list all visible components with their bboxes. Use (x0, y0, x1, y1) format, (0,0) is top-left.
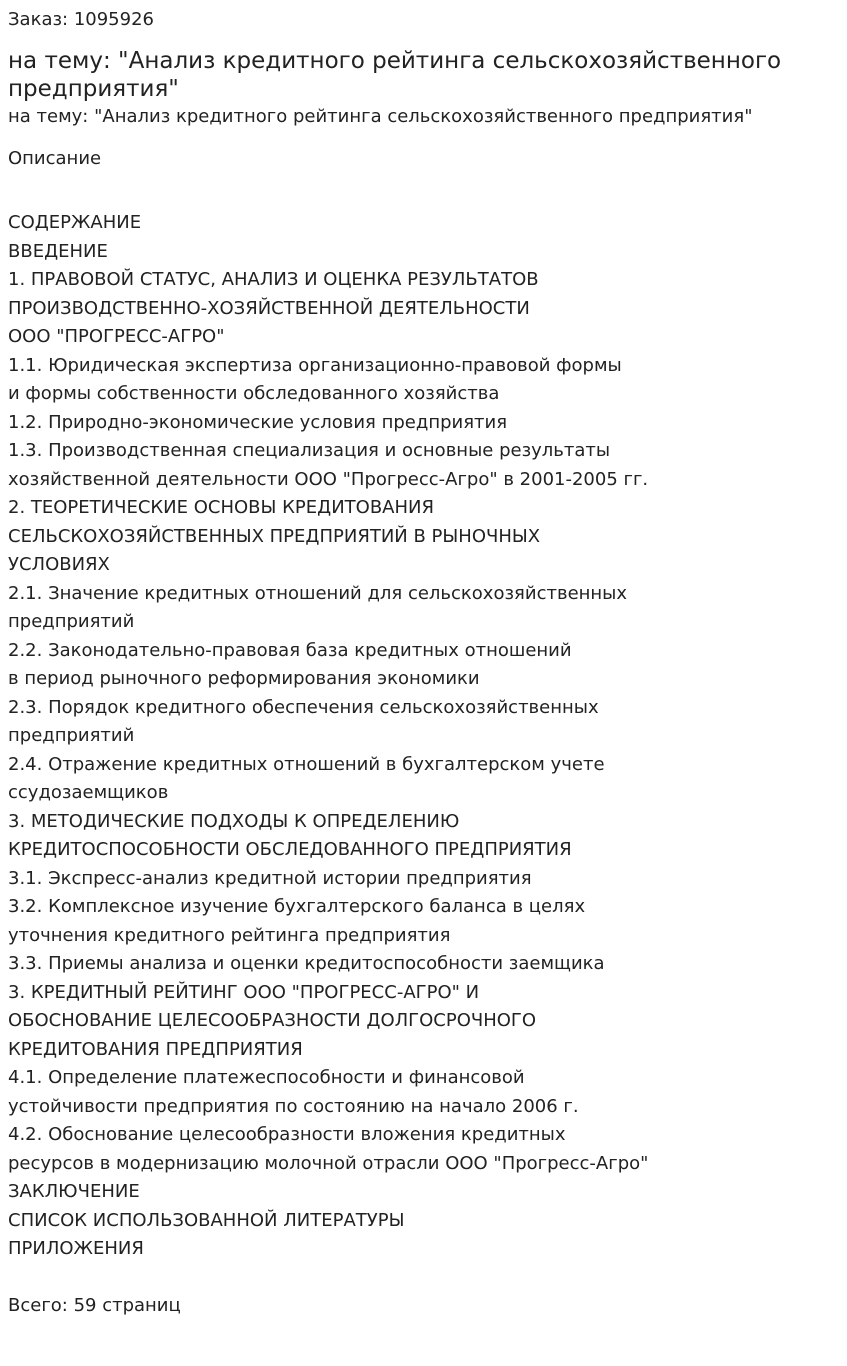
toc-line: 2.4. Отражение кредитных отношений в бухгалтерском учете (8, 753, 605, 775)
toc-line: КРЕДИТОСПОСОБНОСТИ ОБСЛЕДОВАННОГО ПРЕДПРИЯТИЯ (8, 839, 572, 860)
toc-line: ОБОСНОВАНИЕ ЦЕЛЕСООБРАЗНОСТИ ДОЛГОСРОЧНОГО (8, 1010, 537, 1031)
toc-line: ссудозаемщиков (8, 782, 169, 803)
table-of-contents (8, 209, 839, 1264)
toc-line: 1.1. Юридическая экспертиза организационно-правовой формы (8, 354, 622, 376)
toc-line: предприятий (8, 611, 135, 632)
toc-line: хозяйственной деятельности ООО "Прогресс-Агро" в 2001-2005 гг. (8, 468, 649, 490)
toc-line: 4.1. Определение платежеспособности и финансовой (8, 1067, 525, 1088)
toc-line: УСЛОВИЯХ (8, 554, 110, 575)
toc-line: и формы собственности обследованного хозяйства (8, 383, 500, 404)
total-pages: Всего: 59 страниц (8, 1294, 181, 1316)
order-number: Заказ: 1095926 (8, 9, 154, 30)
toc-line: устойчивости предприятия по состоянию на начало 2006 г. (8, 1095, 579, 1117)
title-line: на тему: "Анализ кредитного рейтинга сельскохозяйственного (8, 48, 782, 74)
toc-line: 1.3. Производственная специализация и основные результаты (8, 440, 611, 461)
toc-line: 3.2. Комплексное изучение бухгалтерского баланса в целях (8, 896, 586, 917)
toc-line: 4.2. Обоснование целесообразности вложения кредитных (8, 1124, 566, 1145)
toc-line: 1. ПРАВОВОЙ СТАТУС, АНАЛИЗ И ОЦЕНКА РЕЗУЛЬТАТОВ (8, 269, 539, 290)
toc-line: уточнения кредитного рейтинга предприятия (8, 924, 451, 946)
toc-line: ПРИЛОЖЕНИЯ (8, 1238, 144, 1259)
toc-line: ЗАКЛЮЧЕНИЕ (8, 1181, 140, 1202)
toc-line: 3.3. Приемы анализа и оценки кредитоспособности заемщика (8, 953, 605, 974)
toc-line: 2.2. Законодательно-правовая база кредитных отношений (8, 639, 572, 661)
page-title (8, 47, 839, 103)
toc-line: СПИСОК ИСПОЛЬЗОВАННОЙ ЛИТЕРАТУРЫ (8, 1209, 405, 1231)
toc-line: ПРОИЗВОДСТВЕННО-ХОЗЯЙСТВЕННОЙ ДЕЯТЕЛЬНОСТИ (8, 297, 530, 319)
toc-line: 2.3. Порядок кредитного обеспечения сельскохозяйственных (8, 696, 599, 718)
toc-line: 3. КРЕДИТНЫЙ РЕЙТИНГ ООО "ПРОГРЕСС-АГРО" И (8, 981, 480, 1003)
toc-line: 3.1. Экспресс-анализ кредитной истории предприятия (8, 867, 532, 889)
subtitle: на тему: "Анализ кредитного рейтинга сельскохозяйственного предприятия" (8, 106, 753, 127)
toc-line: ООО "ПРОГРЕСС-АГРО" (8, 326, 225, 347)
toc-line: в период рыночного реформирования экономики (8, 668, 480, 689)
toc-line: СЕЛЬСКОХОЗЯЙСТВЕННЫХ ПРЕДПРИЯТИЙ В РЫНОЧНЫХ (8, 525, 541, 547)
toc-line: 1.2. Природно-экономические условия предприятия (8, 411, 508, 433)
toc-line: СОДЕРЖАНИЕ (8, 212, 142, 233)
toc-line: КРЕДИТОВАНИЯ ПРЕДПРИЯТИЯ (8, 1038, 303, 1060)
toc-line: ВВЕДЕНИЕ (8, 240, 108, 262)
toc-line: ресурсов в модернизацию молочной отрасли ООО "Прогресс-Агро" (8, 1152, 649, 1174)
toc-line: 3. МЕТОДИЧЕСКИЕ ПОДХОДЫ К ОПРЕДЕЛЕНИЮ (8, 810, 460, 832)
toc-line: 2.1. Значение кредитных отношений для сельскохозяйственных (8, 582, 628, 604)
toc-line: 2. ТЕОРЕТИЧЕСКИЕ ОСНОВЫ КРЕДИТОВАНИЯ (8, 497, 434, 518)
description-label: Описание (8, 148, 102, 169)
toc-line: предприятий (8, 725, 135, 746)
title-line: предприятия" (8, 76, 179, 102)
